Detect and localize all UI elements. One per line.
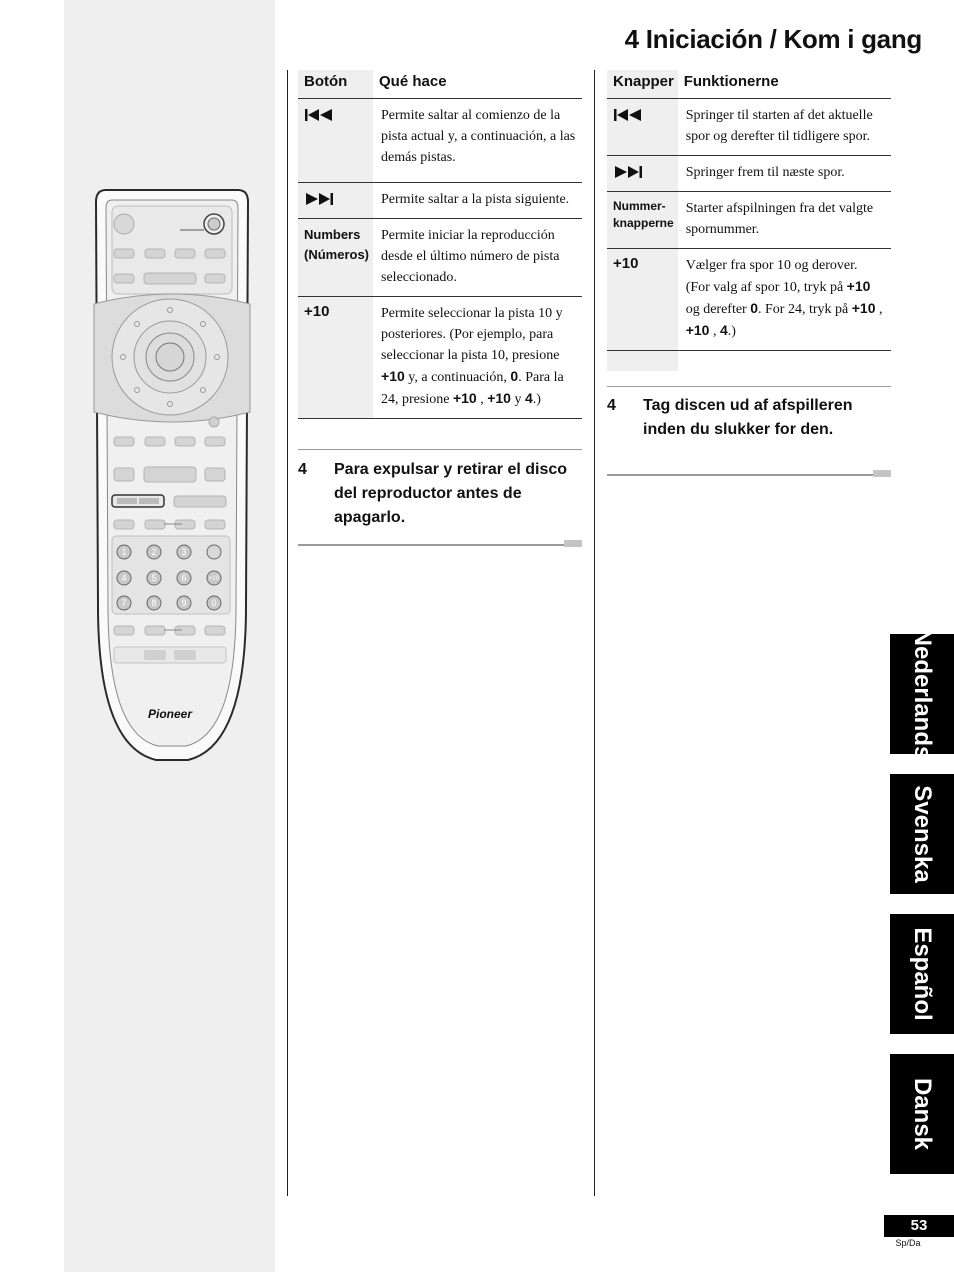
row-description: Springer til starten af det aktuelle spor og derefter til tidligere spor. [678,99,891,156]
step-number: 4 [298,461,307,478]
remote-key-8: 8 [151,598,157,608]
remote-key-9: 9 [181,598,187,608]
page-title: 4 Iniciación / Kom i gang [624,24,922,54]
table-row [298,219,582,297]
skip-back-icon [613,109,643,121]
tab-nederlands[interactable]: Nederlands [890,634,954,754]
section-separator [607,386,891,387]
skip-back-icon [304,109,334,121]
row-description: Springer frem til næste spor. [678,156,891,192]
remote-key-2: 2 [151,547,157,557]
col-header-button: Knapper [607,70,678,99]
column-divider [287,70,288,1196]
remote-key-4: 4 [121,573,127,583]
col-header-button: Botón [298,70,373,99]
table-row [607,192,891,249]
section-end-marker [564,540,582,547]
row-key-label: knapperne [613,216,674,230]
section-end-line [607,474,873,476]
remote-key-6: 6 [181,573,187,583]
step-text: Tag discen ud af afspilleren inden du slukker for den. [643,397,853,438]
col-header-action: Qué hace [373,70,582,99]
table-row [607,99,891,156]
spanish-button-table [298,70,582,419]
table-row [298,297,582,419]
section-end-line [298,544,564,546]
row-description: Vælger fra spor 10 og derover. (For valg af spor 10, tryk på +10 og derefter 0. For 24, tryk på +10 , +10 , 4.) [678,249,891,351]
tab-espanol[interactable]: Español [890,914,954,1034]
tab-dansk[interactable]: Dansk [890,1054,954,1174]
remote-key-1: 1 [121,547,127,557]
remote-key-3: 3 [181,547,187,557]
row-description: Permite saltar al comienzo de la pista actual y, a continuación, a las demás pistas. [373,99,582,183]
row-description: Permite iniciar la reproducción desde el último número de pista seleccionado. [373,219,582,297]
step-text: Para expulsar y retirar el disco del reproductor antes de apagarlo. [334,461,568,526]
row-key-label: +10 [613,255,639,272]
remote-control-illustration [88,186,256,768]
row-key-label: +10 [304,303,330,320]
table-row [607,249,891,351]
section-end-marker [873,470,891,477]
col-header-action: Funktionerne [678,70,891,99]
step-number: 4 [607,397,616,414]
column-divider [594,70,595,1196]
skip-forward-icon [304,193,334,205]
remote-key-7: 7 [121,598,127,608]
row-key-label: Numbers [304,227,361,242]
remote-brand-logo: Pioneer [147,707,193,721]
remote-key-0: 0 [211,598,217,608]
empty-key-cell [607,351,678,372]
table-row [298,183,582,219]
row-description: Permite saltar a la pista siguiente. [373,183,582,219]
table-row [607,156,891,192]
danish-button-table [607,70,891,371]
section-separator [298,449,582,450]
page-language-code: Sp/Da [895,1238,921,1248]
row-description: Starter afspilningen fra det valgte spornummer. [678,192,891,249]
table-row [298,99,582,183]
skip-forward-icon [613,166,643,178]
row-description: Permite seleccionar la pista 10 y posteriores. (Por ejemplo, para seleccionar la pista 10, presione +10 y, a continuación, 0. Para la 24, presione +10 , +10 y 4.) [373,297,582,419]
remote-key-5: 5 [151,573,157,583]
remote-key-plus10: +10 [208,576,220,582]
row-key-label: Nummer- [613,199,666,213]
tab-svenska[interactable]: Svenska [890,774,954,894]
page-number: 53 [884,1215,954,1237]
row-key-label: (Números) [304,247,370,262]
